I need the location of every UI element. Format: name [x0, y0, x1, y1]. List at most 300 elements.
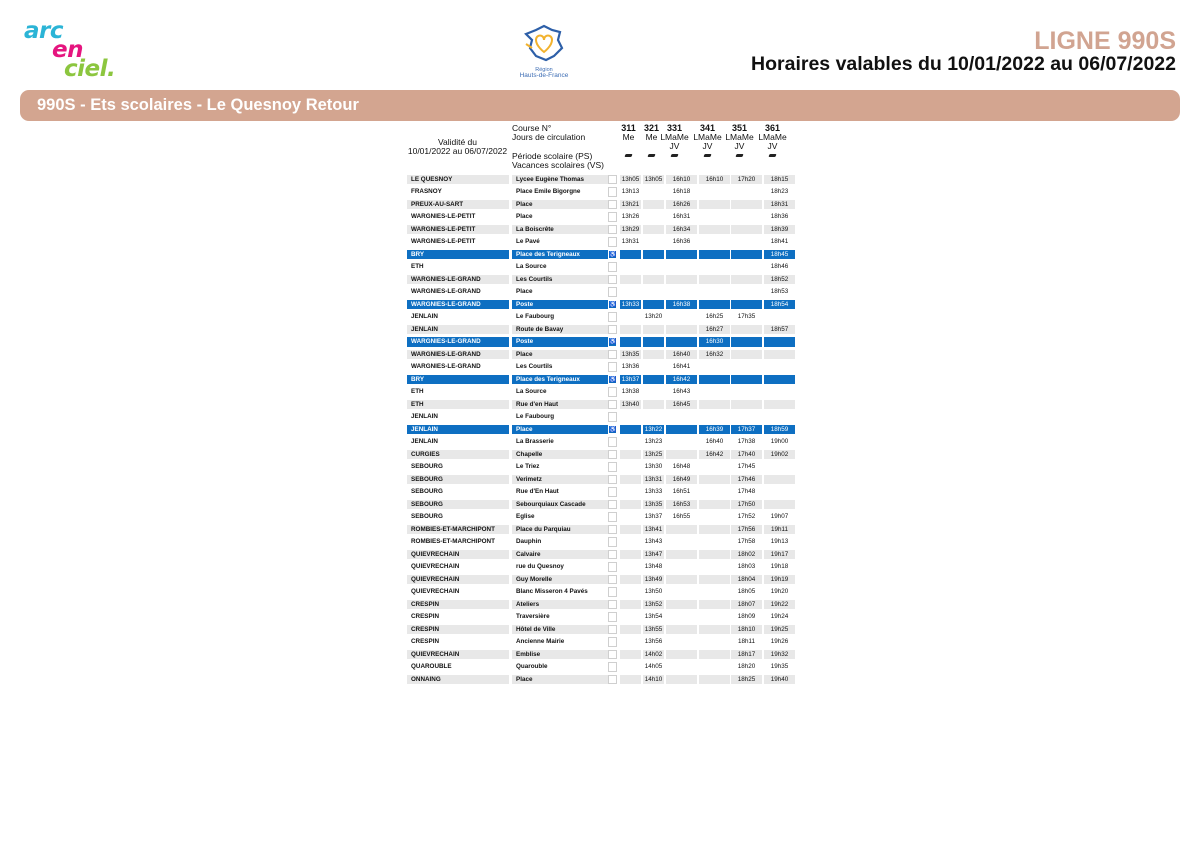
table-row — [407, 386, 795, 399]
time-cell — [731, 237, 762, 247]
row-city: SEBOURG — [407, 475, 509, 485]
time-cell: 13h43 — [644, 538, 663, 545]
table-row — [407, 373, 795, 386]
table-row — [407, 623, 795, 636]
table-row — [407, 661, 795, 674]
time-cell — [666, 562, 697, 572]
row-stop: La Boiscrête — [512, 225, 612, 235]
accessibility-cell — [608, 662, 617, 672]
time-cell: 13h25 — [644, 450, 663, 458]
time-cell — [620, 287, 641, 297]
wheelchair-icon: ♿ — [609, 426, 617, 433]
table-row — [407, 523, 795, 536]
accessibility-cell — [608, 312, 617, 322]
time-cell: 14h10 — [644, 675, 663, 683]
table-row — [407, 336, 795, 349]
time-cell — [699, 562, 730, 572]
time-cell: 13h22 — [644, 425, 663, 433]
time-cell — [620, 575, 641, 585]
time-cell — [666, 550, 697, 560]
row-stop: La Source — [516, 388, 547, 395]
row-stop: Place des Terigneaux — [512, 375, 612, 385]
row-stop: Place — [516, 288, 533, 295]
table-row — [407, 636, 795, 649]
time-cell: 16h38 — [666, 300, 697, 310]
time-cell — [620, 500, 641, 510]
row-city: QUIEVRECHAIN — [407, 575, 509, 585]
table-row — [407, 486, 795, 499]
row-city: ETH — [411, 263, 424, 270]
bus-icon — [647, 154, 655, 157]
table-row — [407, 511, 795, 524]
logo-word-ciel: ciel. — [64, 56, 116, 82]
time-cell — [643, 337, 664, 347]
logo-word-en: en — [52, 37, 83, 63]
time-cell: 16h40 — [705, 438, 724, 445]
row-city: BRY — [407, 250, 509, 260]
time-cell — [699, 512, 730, 522]
time-cell: 13h37 — [621, 375, 640, 383]
time-cell: 13h48 — [644, 563, 663, 570]
time-cell — [666, 337, 697, 347]
time-cell: 16h32 — [699, 350, 730, 360]
row-stop: Emblise — [512, 650, 612, 660]
time-cell: 16h53 — [666, 500, 697, 510]
bus-icon — [735, 154, 743, 157]
row-stop: Sebourquiaux Cascade — [512, 500, 612, 510]
time-cell: 16h45 — [666, 400, 697, 410]
accessibility-cell — [608, 500, 617, 510]
time-cell — [699, 650, 730, 660]
time-cell — [699, 237, 730, 247]
time-cell: 13h56 — [644, 638, 663, 645]
accessibility-cell — [608, 562, 617, 572]
row-city: SEBOURG — [411, 513, 443, 520]
time-cell — [643, 250, 664, 260]
time-cell — [620, 662, 641, 672]
time-cell — [699, 262, 730, 272]
region-hauts-de-france-logo — [512, 22, 576, 82]
time-cell: 19h07 — [770, 513, 789, 520]
time-cell — [764, 412, 795, 422]
time-cell: 18h46 — [770, 263, 789, 270]
time-cell — [620, 312, 641, 322]
time-cell — [620, 612, 641, 622]
row-city: ROMBIES-ET-MARCHIPONT — [407, 525, 509, 535]
time-cell: 13h29 — [621, 225, 640, 233]
row-city: WARGNIES-LE-GRAND — [411, 363, 481, 370]
time-cell — [620, 550, 641, 560]
accessibility-cell — [608, 212, 617, 222]
table-row — [407, 198, 795, 211]
time-cell — [699, 375, 730, 385]
time-cell: 16h10 — [699, 175, 730, 185]
time-cell: 18h53 — [770, 288, 789, 295]
course-days: Me — [622, 132, 635, 143]
time-cell: 16h55 — [672, 513, 691, 520]
accessibility-cell — [608, 625, 617, 635]
bus-icon — [768, 154, 776, 157]
time-cell — [643, 362, 664, 372]
time-cell — [699, 362, 730, 372]
table-validity-line1: Validité du — [437, 137, 478, 147]
time-cell: 18h11 — [737, 638, 756, 645]
accessibility-cell — [608, 675, 617, 685]
time-cell: 19h20 — [770, 588, 789, 595]
row-city: WARGNIES-LE-PETIT — [407, 225, 509, 235]
validity-period: Horaires valables du 10/01/2022 au 06/07/2022 — [751, 53, 1176, 76]
table-row — [407, 548, 795, 561]
table-row — [407, 298, 795, 311]
row-stop: Traversière — [516, 613, 550, 620]
table-row — [407, 498, 795, 511]
time-cell: 17h48 — [737, 488, 756, 495]
time-cell: 16h18 — [672, 188, 691, 195]
course-column-header — [757, 124, 788, 157]
table-validity-line2: 10/01/2022 au 06/07/2022 — [407, 146, 508, 157]
row-stop: Verimetz — [512, 475, 612, 485]
time-cell: 13h38 — [621, 388, 640, 395]
wheelchair-icon: ♿ — [609, 251, 617, 258]
time-cell — [620, 275, 641, 285]
row-stop: Place du Parquiau — [512, 525, 612, 535]
wheelchair-icon: ♿ — [609, 339, 617, 345]
time-cell: 13h50 — [644, 588, 663, 595]
time-cell: 16h34 — [666, 225, 697, 235]
time-cell — [620, 512, 641, 522]
time-cell: 13h23 — [644, 438, 663, 445]
time-cell — [666, 537, 697, 547]
time-cell — [666, 600, 697, 610]
time-cell: 13h31 — [644, 475, 663, 483]
accessibility-cell — [608, 612, 617, 622]
table-row — [407, 273, 795, 286]
row-city: QUAROUBLE — [411, 663, 452, 670]
header-block — [751, 28, 1176, 76]
accessibility-cell — [608, 362, 617, 372]
time-cell — [620, 525, 641, 535]
time-cell — [620, 262, 641, 272]
time-cell — [764, 350, 795, 360]
time-cell — [666, 575, 697, 585]
time-cell — [620, 587, 641, 597]
time-cell — [699, 487, 730, 497]
time-cell: 19h00 — [770, 438, 789, 445]
time-cell: 17h38 — [737, 438, 756, 445]
time-cell — [731, 362, 762, 372]
course-number: 321 — [643, 123, 660, 133]
time-cell: 17h50 — [731, 500, 762, 510]
row-city: JENLAIN — [411, 313, 438, 320]
time-cell — [731, 262, 762, 272]
time-cell — [699, 212, 730, 222]
row-city: LE QUESNOY — [407, 175, 509, 185]
time-cell — [699, 250, 730, 260]
row-stop: rue du Quesnoy — [516, 563, 564, 570]
table-row — [407, 186, 795, 199]
row-stop: Les Courtils — [516, 363, 553, 370]
time-cell — [699, 612, 730, 622]
time-cell: 17h45 — [737, 463, 756, 470]
bus-icon — [670, 154, 678, 157]
time-cell: 17h40 — [731, 450, 762, 460]
row-stop: Poste — [512, 337, 612, 347]
course-number: 331 — [666, 123, 683, 133]
time-cell: 18h10 — [731, 625, 762, 635]
time-cell: 16h36 — [672, 238, 691, 245]
time-cell: 13h55 — [644, 625, 663, 633]
table-row — [407, 611, 795, 624]
time-cell: 19h22 — [764, 600, 795, 610]
time-cell — [699, 662, 730, 672]
time-cell — [764, 362, 795, 372]
time-cell — [643, 287, 664, 297]
time-cell — [699, 587, 730, 597]
course-days: LMaMe JV — [758, 132, 787, 152]
accessibility-cell — [608, 450, 617, 460]
time-cell — [643, 300, 664, 310]
time-cell: 13h31 — [621, 238, 640, 245]
wheelchair-icon: ♿ — [609, 301, 617, 308]
time-cell: 18h36 — [770, 213, 789, 220]
time-cell: 18h59 — [764, 425, 795, 435]
time-cell: 16h43 — [672, 388, 691, 395]
row-city: CRESPIN — [411, 638, 439, 645]
row-stop: Place des Terigneaux — [512, 250, 612, 260]
time-cell: 18h52 — [764, 275, 795, 285]
time-cell — [666, 287, 697, 297]
table-row — [407, 173, 795, 186]
time-cell — [731, 375, 762, 385]
row-city: WARGNIES-LE-PETIT — [411, 238, 476, 245]
accessibility-cell — [608, 637, 617, 647]
time-cell: 18h02 — [731, 550, 762, 560]
time-cell: 18h57 — [764, 325, 795, 335]
accessibility-cell — [608, 437, 617, 447]
accessibility-cell — [608, 512, 617, 522]
table-row — [407, 473, 795, 486]
time-cell — [764, 475, 795, 485]
time-cell: 16h30 — [699, 337, 730, 347]
time-cell — [620, 537, 641, 547]
time-cell: 16h25 — [705, 313, 724, 320]
table-row — [407, 561, 795, 574]
time-cell — [731, 387, 762, 397]
time-cell: 18h41 — [770, 238, 789, 245]
row-stop: Place — [516, 213, 533, 220]
time-cell — [643, 275, 664, 285]
accessibility-cell — [608, 650, 617, 660]
time-cell: 16h51 — [672, 488, 691, 495]
time-cell — [666, 625, 697, 635]
time-cell — [666, 650, 697, 660]
time-cell — [666, 587, 697, 597]
time-cell: 17h56 — [731, 525, 762, 535]
time-cell — [666, 525, 697, 535]
course-column-header — [724, 124, 755, 157]
time-cell: 19h32 — [764, 650, 795, 660]
time-cell — [666, 250, 697, 260]
time-cell: 16h27 — [699, 325, 730, 335]
time-cell — [620, 562, 641, 572]
accessibility-cell — [608, 487, 617, 497]
accessibility-cell — [608, 475, 617, 485]
course-label: Course N° — [512, 123, 552, 133]
row-stop: Dauphin — [516, 538, 542, 545]
time-cell — [764, 337, 795, 347]
time-cell — [731, 187, 762, 197]
row-stop: Le Faubourg — [516, 413, 555, 420]
time-cell — [731, 350, 762, 360]
table-row — [407, 248, 795, 261]
time-cell: 13h26 — [621, 213, 640, 220]
time-cell: 13h41 — [644, 525, 663, 533]
time-cell — [699, 537, 730, 547]
time-cell: 14h02 — [644, 650, 663, 658]
time-cell: 18h54 — [764, 300, 795, 310]
time-cell — [666, 437, 697, 447]
time-cell — [620, 337, 641, 347]
row-city: JENLAIN — [407, 425, 509, 435]
row-stop: Hôtel de Ville — [512, 625, 612, 635]
time-cell — [699, 550, 730, 560]
time-cell: 18h45 — [764, 250, 795, 260]
course-number: 361 — [764, 123, 781, 133]
row-city: JENLAIN — [411, 438, 438, 445]
period-label: Période scolaire (PS) — [512, 150, 593, 161]
row-city: QUIEVRECHAIN — [411, 563, 460, 570]
accessibility-cell — [608, 237, 617, 247]
time-cell: 13h49 — [644, 575, 663, 583]
row-stop: Rue d'En Haut — [516, 488, 559, 495]
table-row — [407, 536, 795, 549]
time-cell — [764, 400, 795, 410]
time-cell — [643, 262, 664, 272]
accessibility-cell — [608, 412, 617, 422]
time-cell: 17h35 — [737, 313, 756, 320]
time-cell — [643, 187, 664, 197]
time-cell: 13h35 — [644, 500, 663, 508]
row-city: SEBOURG — [407, 500, 509, 510]
course-days: LMaMe JV — [693, 132, 722, 152]
row-stop: Rue d'en Haut — [512, 400, 612, 410]
time-cell — [620, 450, 641, 460]
row-stop: Place — [512, 425, 612, 435]
time-cell: 16h10 — [666, 175, 697, 185]
time-cell: 13h33 — [621, 300, 640, 308]
time-cell — [643, 237, 664, 247]
row-stop: Le Pavé — [516, 238, 540, 245]
table-row — [407, 323, 795, 336]
course-days: LMaMe JV — [660, 132, 689, 152]
accessibility-cell — [608, 387, 617, 397]
row-city: ETH — [407, 400, 509, 410]
time-cell: 18h39 — [764, 225, 795, 235]
time-cell — [620, 425, 641, 435]
time-cell — [620, 637, 641, 647]
row-stop: Blanc Misseron 4 Pavés — [516, 588, 588, 595]
time-cell — [699, 475, 730, 485]
time-cell — [666, 275, 697, 285]
table-row — [407, 648, 795, 661]
accessibility-cell — [608, 200, 617, 210]
time-cell: 13h20 — [644, 313, 663, 320]
time-cell — [643, 200, 664, 210]
table-row — [407, 448, 795, 461]
time-cell: 19h24 — [770, 613, 789, 620]
row-stop: Chapelle — [512, 450, 612, 460]
time-cell: 19h26 — [770, 638, 789, 645]
region-label-1: Région — [535, 67, 553, 73]
time-cell — [643, 412, 664, 422]
table-row — [407, 423, 795, 436]
time-cell — [699, 412, 730, 422]
time-cell: 13h37 — [644, 513, 663, 520]
accessibility-cell — [608, 175, 617, 185]
accessibility-cell — [608, 550, 617, 560]
row-city: CURGIES — [407, 450, 509, 460]
time-cell — [666, 662, 697, 672]
row-stop: Route de Bavay — [512, 325, 612, 335]
row-stop: Place — [512, 200, 612, 210]
time-cell: 17h20 — [731, 175, 762, 185]
row-city: SEBOURG — [411, 488, 443, 495]
row-stop: Les Courtils — [512, 275, 612, 285]
accessibility-cell — [608, 400, 617, 410]
row-city: BRY — [407, 375, 509, 385]
time-cell: 16h40 — [666, 350, 697, 360]
time-cell: 16h26 — [666, 200, 697, 210]
time-cell: 19h25 — [764, 625, 795, 635]
time-cell: 18h15 — [764, 175, 795, 185]
bus-icon — [703, 154, 711, 157]
time-cell — [643, 350, 664, 360]
accessibility-cell — [608, 275, 617, 285]
table-row — [407, 361, 795, 374]
time-cell: 13h47 — [644, 550, 663, 558]
time-cell — [764, 312, 795, 322]
course-column-header — [659, 124, 690, 157]
time-cell — [620, 475, 641, 485]
row-stop: Ateliers — [512, 600, 612, 610]
row-stop: Lycee Eugène Thomas — [512, 175, 612, 185]
time-cell: 16h49 — [666, 475, 697, 485]
time-cell: 16h42 — [699, 450, 730, 460]
time-cell: 18h03 — [737, 563, 756, 570]
row-city: WARGNIES-LE-GRAND — [407, 300, 509, 310]
accessibility-cell — [608, 525, 617, 535]
time-cell: 19h18 — [770, 563, 789, 570]
time-cell: 18h09 — [737, 613, 756, 620]
row-stop: Place — [512, 350, 612, 360]
logo-word-arc: arc — [24, 18, 63, 44]
time-cell — [699, 187, 730, 197]
time-cell — [764, 462, 795, 472]
accessibility-cell — [608, 462, 617, 472]
row-city: WARGNIES-LE-GRAND — [411, 288, 481, 295]
row-city: JENLAIN — [407, 325, 509, 335]
time-cell: 13h52 — [644, 600, 663, 608]
time-cell: 16h48 — [672, 463, 691, 470]
time-cell: 13h33 — [644, 488, 663, 495]
time-cell: 13h05 — [621, 175, 640, 183]
time-cell — [699, 600, 730, 610]
time-cell: 13h21 — [621, 200, 640, 208]
table-row — [407, 398, 795, 411]
time-cell — [699, 400, 730, 410]
accessibility-cell — [608, 575, 617, 585]
time-cell — [699, 275, 730, 285]
